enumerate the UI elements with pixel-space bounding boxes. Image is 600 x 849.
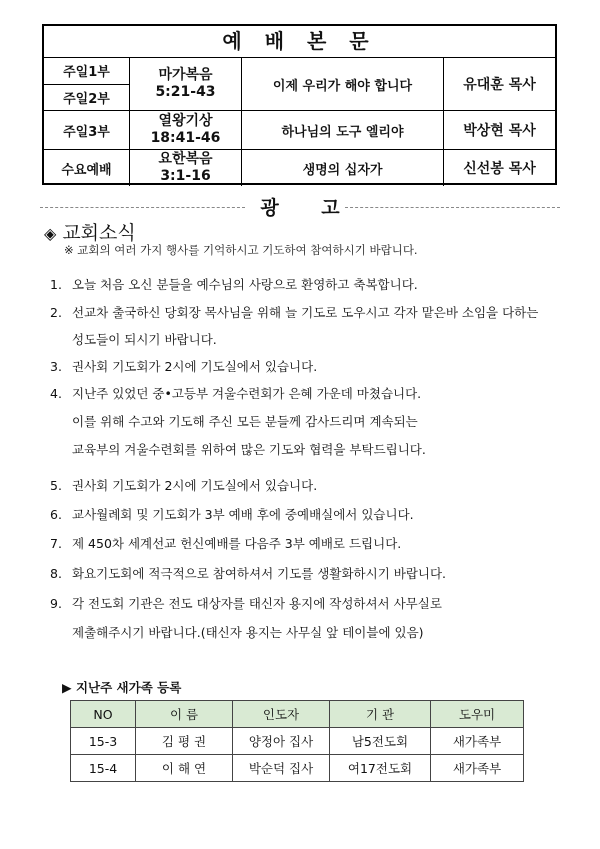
registration-title: ▶ 지난주 새가족 등록 <box>62 680 182 695</box>
column-header: 이 름 <box>136 701 233 728</box>
scripture-verse: 3:1-16 <box>160 168 211 184</box>
table-cell: 이 해 연 <box>136 755 233 782</box>
item-number: 8. <box>50 566 62 581</box>
scripture-verse: 5:21-43 <box>155 84 216 100</box>
table-cell: 양정아 집사 <box>233 728 330 755</box>
service-cell <box>44 58 130 110</box>
item-number: 5. <box>50 478 62 493</box>
table-header-row <box>71 701 524 728</box>
table-cell: 박순덕 집사 <box>233 755 330 782</box>
preacher: 박상현 목사 <box>463 123 536 139</box>
list-item <box>50 275 418 293</box>
list-item <box>50 384 421 402</box>
item-text-continued: 교육부의 겨울수련회를 위하여 많은 기도와 협력을 부탁드립니다. <box>72 442 426 457</box>
item-number: 4. <box>50 386 62 401</box>
table-cell: 김 평 권 <box>136 728 233 755</box>
ads-title: 광 고 <box>260 197 358 219</box>
item-text-continued: 제출해주시기 바랍니다.(태신자 용지는 사무실 앞 테이블에 있음) <box>72 625 424 640</box>
sermon-title: 생명의 십자가 <box>242 150 444 186</box>
table-cell: 남5전도회 <box>330 728 431 755</box>
column-header: 기 관 <box>330 701 431 728</box>
scripture-verse: 18:41-46 <box>150 130 221 146</box>
item-number: 9. <box>50 596 62 611</box>
item-number: 3. <box>50 359 62 374</box>
ads-header <box>40 196 560 219</box>
notice-note: ※ 교회의 여러 가지 행사를 기억하시고 기도하여 참여하시기 바랍니다. <box>64 243 418 257</box>
item-number: 1. <box>50 277 62 292</box>
sermon-title: 이제 우리가 해야 합니다 <box>242 58 444 110</box>
table-cell: 15-3 <box>71 728 136 755</box>
list-item <box>50 564 446 582</box>
worship-row <box>44 150 555 186</box>
item-text: 오늘 처음 오신 분들을 예수님의 사랑으로 환영하고 축복합니다. <box>72 277 418 292</box>
scripture-cell <box>130 150 242 186</box>
scripture-book: 요한복음 <box>158 151 213 167</box>
item-number: 6. <box>50 507 62 522</box>
diamond-icon: ◈ <box>44 224 57 243</box>
service-name: 주일1부 <box>63 65 110 81</box>
table-cell: 여17전도회 <box>330 755 431 782</box>
table-row <box>71 755 524 782</box>
item-number: 7. <box>50 536 62 551</box>
preacher: 유대훈 목사 <box>463 77 536 93</box>
preacher: 신선봉 목사 <box>463 161 536 177</box>
table-cell: 15-4 <box>71 755 136 782</box>
list-item <box>50 476 317 494</box>
list-item <box>50 303 538 321</box>
item-text-continued: 이를 위해 수고와 기도해 주신 모든 분들께 감사드리며 계속되는 <box>72 414 418 429</box>
worship-row <box>44 111 555 150</box>
table-cell: 새가족부 <box>431 728 524 755</box>
list-item <box>50 534 401 552</box>
list-item <box>50 594 442 612</box>
registration-table <box>70 700 524 782</box>
worship-table <box>42 24 557 185</box>
service-name: 주일2부 <box>44 84 129 111</box>
column-header: 인도자 <box>233 701 330 728</box>
item-text: 교사월례회 및 기도회가 3부 예배 후에 중예배실에서 있습니다. <box>72 507 414 522</box>
list-item <box>50 505 414 523</box>
item-text: 권사회 기도회가 2시에 기도실에서 있습니다. <box>72 359 318 374</box>
item-text: 지난주 있었던 중•고등부 겨울수련회가 은혜 가운데 마쳤습니다. <box>72 386 422 401</box>
item-text: 화요기도회에 적극적으로 참여하셔서 기도를 생활화하시기 바랍니다. <box>72 566 447 581</box>
sermon-title: 하나님의 도구 엘리야 <box>242 111 444 149</box>
service-name: 주일3부 <box>44 111 130 149</box>
item-number: 2. <box>50 305 62 320</box>
table-cell: 새가족부 <box>431 755 524 782</box>
item-text: 권사회 기도회가 2시에 기도실에서 있습니다. <box>72 478 318 493</box>
item-text: 선교차 출국하신 당회장 목사님을 위해 늘 기도로 도우시고 각자 맡은바 소임을 다하는 <box>72 305 539 320</box>
scripture-book: 마가복음 <box>158 67 213 83</box>
worship-title: 예 배 본 문 <box>44 26 555 58</box>
scripture-book: 열왕기상 <box>158 113 213 129</box>
table-row <box>71 728 524 755</box>
scripture-cell <box>130 111 242 149</box>
section-heading <box>44 218 136 245</box>
section-title: 교회소식 <box>62 222 136 244</box>
worship-row <box>44 58 555 111</box>
item-text-continued: 성도들이 되시기 바랍니다. <box>72 332 217 347</box>
item-text: 각 전도회 기관은 전도 대상자를 태신자 용지에 작성하셔서 사무실로 <box>72 596 442 611</box>
column-header: NO <box>71 701 136 728</box>
column-header: 도우미 <box>431 701 524 728</box>
item-text: 제 450차 세계선교 헌신예배를 다음주 3부 예배로 드립니다. <box>72 536 402 551</box>
list-item <box>50 357 317 375</box>
scripture-cell <box>130 58 242 110</box>
service-name: 수요예배 <box>44 150 130 186</box>
